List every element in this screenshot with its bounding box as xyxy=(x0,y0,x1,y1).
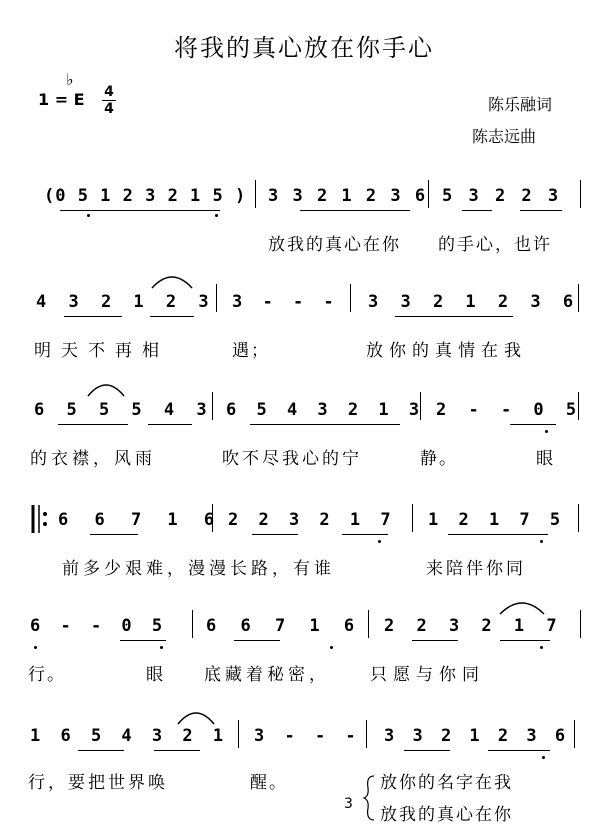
barline xyxy=(192,610,193,638)
beam-underline xyxy=(300,210,410,211)
tie-arc xyxy=(498,596,546,616)
brace-icon xyxy=(362,774,376,822)
row4-lyric-a: 前多少艰难，漫漫长路，有谁 xyxy=(62,559,335,579)
tie-arc xyxy=(176,706,216,726)
tie-arc xyxy=(86,378,126,398)
row6-lyric-b: 醒。 xyxy=(250,773,288,793)
row2-measure1-notes: 4 3 2 1 2 3 xyxy=(36,292,215,312)
row5-lyric-c: 底藏着秘密， xyxy=(204,665,330,685)
meter-top: 4 xyxy=(104,84,114,100)
meter-bottom: 4 xyxy=(102,100,116,117)
composer-credit: 陈志远曲 xyxy=(472,127,537,146)
row3-lyric-c: 静。 xyxy=(420,449,458,469)
row4-measure1-notes: 6 6 7 1 6 xyxy=(58,510,223,530)
row2-lyric-b: 遇； xyxy=(232,341,270,361)
beam-underline xyxy=(154,750,200,751)
beam-underline xyxy=(58,424,128,425)
beam-underline xyxy=(78,750,124,751)
beam-underline xyxy=(150,316,194,317)
low-octave-dot xyxy=(378,540,381,543)
beam-underline xyxy=(64,316,122,317)
flat-sign: ♭ xyxy=(66,70,74,89)
barline xyxy=(255,180,256,208)
row4-measure3-notes: 1 2 1 7 5 xyxy=(428,510,566,530)
row2-measure3-notes: 3 3 2 1 2 3 6 xyxy=(368,292,580,312)
barline xyxy=(578,504,579,532)
row6-lyric-d: 放我的真心在你 xyxy=(380,805,513,825)
beam-underline xyxy=(395,316,513,317)
low-octave-dot xyxy=(34,646,37,649)
beam-underline xyxy=(448,534,548,535)
row3-measure2-notes: 6 5 4 3 2 1 3 xyxy=(226,400,425,420)
row4-measure2-notes: 2 2 3 2 1 7 xyxy=(228,510,396,530)
beam-underline xyxy=(412,640,458,641)
barline xyxy=(412,504,413,532)
barline xyxy=(238,720,239,748)
barline xyxy=(428,180,429,208)
row1-measure3-notes: 5 3 2 2 3 xyxy=(442,186,562,206)
beam-underline xyxy=(234,640,280,641)
row5-measure1-notes: 6 - - 0 5 xyxy=(30,616,168,636)
low-octave-dot xyxy=(160,646,163,649)
row5-measure2-notes: 6 6 7 1 6 xyxy=(206,616,362,636)
barline xyxy=(216,284,217,312)
row2-lyric-a: 明天不再相 xyxy=(34,341,169,361)
row4-lyric-b: 来陪伴你同 xyxy=(426,559,526,579)
lyricist-credit: 陈乐融词 xyxy=(488,95,553,114)
time-signature xyxy=(102,84,116,117)
beam-underline xyxy=(250,424,400,425)
beam-underline xyxy=(252,534,298,535)
low-octave-dot xyxy=(87,214,90,217)
low-octave-dot xyxy=(545,430,548,433)
row1-lyric-b: 的手心，也许 xyxy=(438,235,552,255)
barline xyxy=(212,504,213,532)
row3-measure3-notes: 2 - - 0 5 xyxy=(436,400,583,420)
row2-lyric-c: 放你的真情在我 xyxy=(366,341,527,361)
barline xyxy=(574,720,575,748)
row5-lyric-a: 行。 xyxy=(28,665,66,685)
beam-underline xyxy=(148,424,192,425)
song-title: 将我的真心放在你手心 xyxy=(174,34,434,62)
row1-measure1-notes: (0 5 1 2 3 2 1 5 ) xyxy=(44,186,247,206)
beam-underline xyxy=(500,640,550,641)
row3-lyric-d: 眼 xyxy=(536,449,555,469)
barline xyxy=(578,392,579,420)
barline xyxy=(580,180,581,208)
row5-lyric-d: 只愿与你同 xyxy=(370,665,485,685)
beam-underline xyxy=(90,534,138,535)
row3-measure1-notes: 6 5 5 5 4 3 xyxy=(34,400,213,420)
barline xyxy=(368,610,369,638)
low-octave-dot xyxy=(215,214,218,217)
row6-measure1-notes: 1 6 5 4 3 2 1 xyxy=(30,726,229,746)
barline xyxy=(580,610,581,638)
row6-measure2-notes: 3 - - - xyxy=(254,726,361,746)
beam-underline xyxy=(404,750,450,751)
beam-underline xyxy=(510,424,556,425)
barline xyxy=(420,392,421,420)
row1-lyric-a: 放我的真心在你 xyxy=(268,235,401,255)
beam-underline xyxy=(60,210,220,211)
barline xyxy=(350,284,351,312)
row1-measure2-notes: 3 3 2 1 2 3 6 xyxy=(268,186,428,206)
repeat-sign-icon xyxy=(30,505,54,533)
row6-lyric-a: 行，要把世界唤 xyxy=(28,773,168,793)
low-octave-dot xyxy=(330,646,333,649)
row6-measure3-notes: 3 3 2 1 2 3 6 xyxy=(384,726,570,746)
row2-measure2-notes: 3 - - - xyxy=(232,292,339,312)
row5-measure3-notes: 2 2 3 2 1 7 xyxy=(384,616,563,636)
row6-lyric-c: 放你的名字在我 xyxy=(380,773,513,793)
volta-mark: 3 xyxy=(344,796,353,812)
low-octave-dot xyxy=(540,540,543,543)
row3-lyric-b: 吹不尽我心的宁 xyxy=(222,449,362,469)
barline xyxy=(366,720,367,748)
tie-arc xyxy=(150,270,194,290)
barline xyxy=(212,392,213,420)
beam-underline xyxy=(342,534,388,535)
beam-underline xyxy=(520,210,562,211)
row3-lyric-a: 的衣襟，风雨 xyxy=(30,449,156,469)
barline xyxy=(578,284,579,312)
row5-lyric-b: 眼 xyxy=(146,665,165,685)
beam-underline xyxy=(462,210,492,211)
low-octave-dot xyxy=(542,756,545,759)
low-octave-dot xyxy=(540,646,543,649)
key-signature: 1 = E xyxy=(38,90,85,109)
beam-underline xyxy=(488,750,550,751)
beam-underline xyxy=(120,640,166,641)
